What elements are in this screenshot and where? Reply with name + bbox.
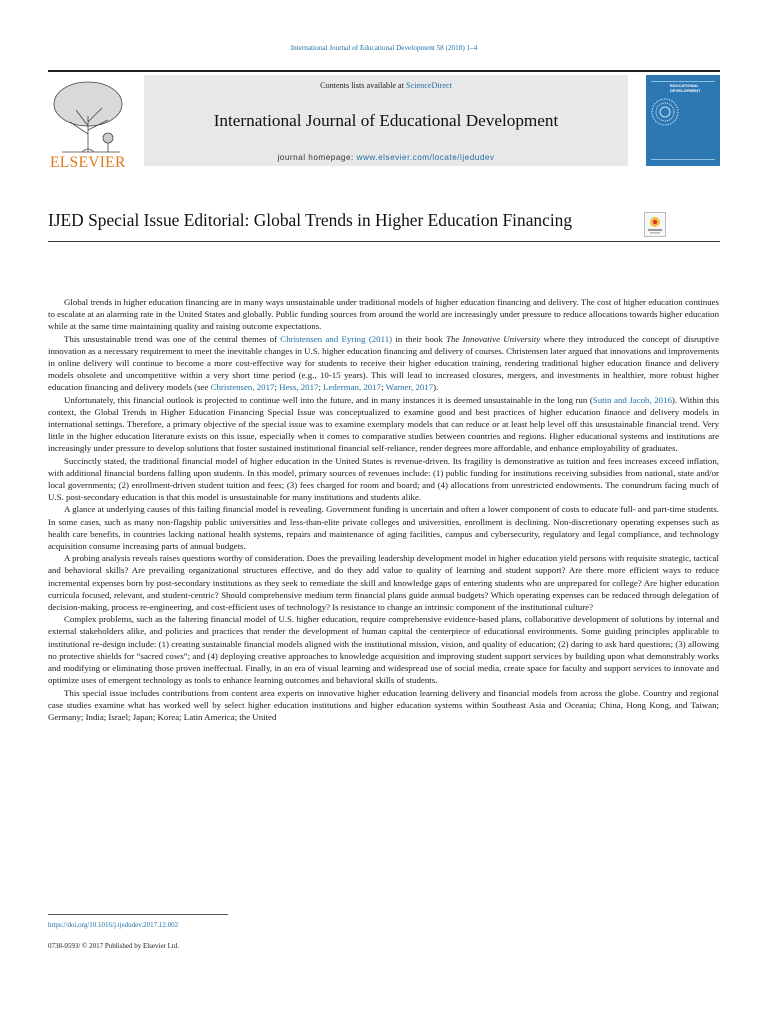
- paragraph-text: in their book: [392, 333, 447, 344]
- journal-title: International Journal of Educational Development: [213, 111, 559, 130]
- homepage-prefix: journal homepage:: [277, 153, 357, 162]
- paragraph: [48, 503, 719, 552]
- citation-link[interactable]: Christensen, 2017: [210, 382, 275, 393]
- separator: ;: [381, 382, 386, 393]
- cover-globe-icon: [650, 97, 680, 127]
- copyright-line: 0738-0593/ © 2017 Published by Elsevier Ltd.: [48, 942, 180, 950]
- citation-link[interactable]: Sutin and Jacob, 2016: [592, 394, 672, 405]
- elsevier-logo[interactable]: [48, 78, 130, 171]
- article-title: IJED Special Issue Editorial: Global Trends in Higher Education Financing: [48, 210, 573, 230]
- cover-rule: [651, 81, 715, 82]
- citation-link[interactable]: Lederman, 2017: [323, 382, 382, 393]
- article-body: [48, 296, 719, 723]
- citation-link[interactable]: Warner, 2017: [385, 382, 434, 393]
- homepage-line: [144, 153, 628, 162]
- paragraph: [48, 394, 719, 455]
- journal-cover[interactable]: [646, 75, 720, 166]
- paragraph: [48, 687, 719, 724]
- separator: ;: [274, 382, 280, 393]
- sciencedirect-link[interactable]: ScienceDirect: [406, 81, 452, 90]
- tree-icon: [48, 78, 130, 154]
- title-rule: [48, 241, 720, 242]
- contents-line: [144, 81, 628, 90]
- paragraph: [48, 333, 719, 394]
- journal-citation[interactable]: International Journal of Educational Development 58 (2018) 1–4: [290, 44, 478, 52]
- paragraph-text: ). Within this context, the Global Trends in Higher Education Financing Special Issue was conceptualized to examine good and best practices of higher education finance and delivery models in international settings. Therefore, a primary objective of the special issue was to examine exemplary models that can reduce or at least help level off this unsustainable financial trend. Very little in the higher education literature exists on this issue, especially when it comes to comparative studies between countries and regions. Higher educational systems and institutions are increasingly under pressure to develop solutions that foster sustained institutional financial self-reliance, render degrees more affordable, and enhance employability of graduates.: [48, 394, 720, 454]
- paragraph-text: Complex problems, such as the faltering financial model of U.S. higher education, require comprehensive evidence-based plans, collaborative development of solutions by internal and external stakeholders alike, and policies and practices that render the development of human capital the centerpiece of educational environments. Some guiding principles applicable to institutional re-design include: (1) creating sustainable financial models aligned with the institutional mission, vision, and quality of education; (2) daring to ask hard questions; (3) allowing no protective shields for “sacred cows”; and (4) deploying creative approaches to knowledge acquisition and improving student support services by building upon what demonstrably works and modifying or eliminating those proven ineffectual. Finally, in an era of visual learning and widespread use of social media, create space for faculty and support services to innovate and optimize uses of emergent technology as tools to enhance learning outcomes and behavioral skills of students.: [48, 614, 719, 686]
- paragraph-text: ).: [433, 382, 439, 393]
- paragraph-text: This unsustainable trend was one of the central themes of: [64, 333, 281, 344]
- citation-link[interactable]: Hess, 2017: [279, 382, 319, 393]
- paragraph-text: Succinctly stated, the traditional financial model of higher education in the United States is revenue-driven. Its fragility is demonstrative as tuition and fees increases exceed inflation, with additional financial burdens falling upon students. In this model, primary sources of revenues include: (1) public funding for institutions receiving subsidies from national, state and/or local governments; (2) enrollment-driven student tuition and fees; (3) fees charged for room and board; and (4) allocations from unrestricted endowments. The conundrum facing much of U.S. post-secondary education is that this model is unsustainable for many institutions and students alike.: [48, 455, 719, 503]
- doi-link[interactable]: https://doi.org/10.1016/j.ijedudev.2017.12.002: [48, 921, 179, 929]
- paragraph: [48, 613, 719, 686]
- paragraph-text: Global trends in higher education financing are in many ways unsustainable under traditional models of higher education financing and delivery. The cost of higher education continues to escalate at an alarming rate in the United States and globally. Public funding sources from around the world are increasingly under pressure to reduce allocations towards higher education while at the same time maintaining quality and raising outcome expectations.: [48, 297, 719, 332]
- check-for-updates-icon[interactable]: [644, 212, 666, 237]
- paragraph: [48, 552, 719, 613]
- journal-masthead: [48, 70, 720, 171]
- paragraph-text: where they introduced the concept of disruptive innovation as a necessary requirement to meet the inevitable changes in U.S. higher education financing and delivery of courses. Christensen later argued that innovations and improvements in online delivery will continue to become a more cost-effective way for students to receive their higher education training, rendering traditional higher education finance and delivery models obsolete and uncompetitive within a very short time period (e.g., 10-15 years). This will lead to increased closures, mergers, and investments in healthier, more robust higher education financing and delivery models (see: [48, 333, 719, 393]
- footnote-rule: [48, 914, 228, 915]
- paragraph-text: A glance at underlying causes of this failing financial model is revealing. Government funding is uncertain and often a lower component of costs to educate full- and part-time students. In some cases, such as many non-flagship public universities and less-than-elite private colleges and universities, enrollment is declining. Non-discretionary operating expenses such as health care benefits, in countries lacking national health systems, repairs and maintenance of aging facilities, campus and cybersecurity, regulatory and legal compliance, and technology acquisition consume increasing parts of annual budgets.: [48, 504, 719, 552]
- journal-banner: [144, 75, 628, 166]
- cover-text: EDUCATIONAL DEVELOPMENT: [670, 83, 701, 93]
- publisher-wordmark: ELSEVIER: [50, 154, 126, 171]
- paragraph-text: A probing analysis reveals raises questions worthy of consideration. Does the prevailing leadership development model in higher education yield persons with requisite strategic, tactical and behavioral skills? Are prevailing organizational structures effective, and do they add value to quality of learning and student support? Are there more efficient ways to reduce incremental expenses born by post-secondary institutions as they seek to remediate the skill and knowledge gaps of entering students who are unprepared for college? Are higher education curricula focused, relevant, and student-centric? Should comprehensive medium term financial plans guide annual budgets? Which operating expenses can be reduced through delegation of decision-making, process re-engineering, and cost-efficient uses of technology? Is resistance to change an intrinsic component of the institutional culture?: [48, 553, 719, 613]
- cover-rule-bottom: [651, 159, 715, 160]
- paragraph: [48, 455, 719, 504]
- contents-prefix: Contents lists available at: [320, 81, 407, 90]
- book-title: The Innovative University: [446, 333, 541, 344]
- separator: ;: [318, 382, 324, 393]
- homepage-link[interactable]: www.elsevier.com/locate/ijedudev: [356, 153, 495, 162]
- paragraph-text: This special issue includes contributions from content area experts on innovative higher education learning delivery and financial models from across the globe. Country and regional case studies examine what has worked well by select higher education institutions and higher education systems within Southeast Asia and Oceania; China, Hong Kong, and Taiwan; Germany; India; Israel; Japan; Korea; Latin America; the United: [48, 687, 719, 722]
- paragraph: [48, 296, 719, 333]
- paragraph-text: Unfortunately, this financial outlook is projected to continue well into the future, and in many instances it is deemed unsustainable in the long run (: [64, 394, 593, 405]
- citation-link[interactable]: Christensen and Eyring (2011): [280, 333, 393, 344]
- crossmark-icon: [645, 213, 665, 236]
